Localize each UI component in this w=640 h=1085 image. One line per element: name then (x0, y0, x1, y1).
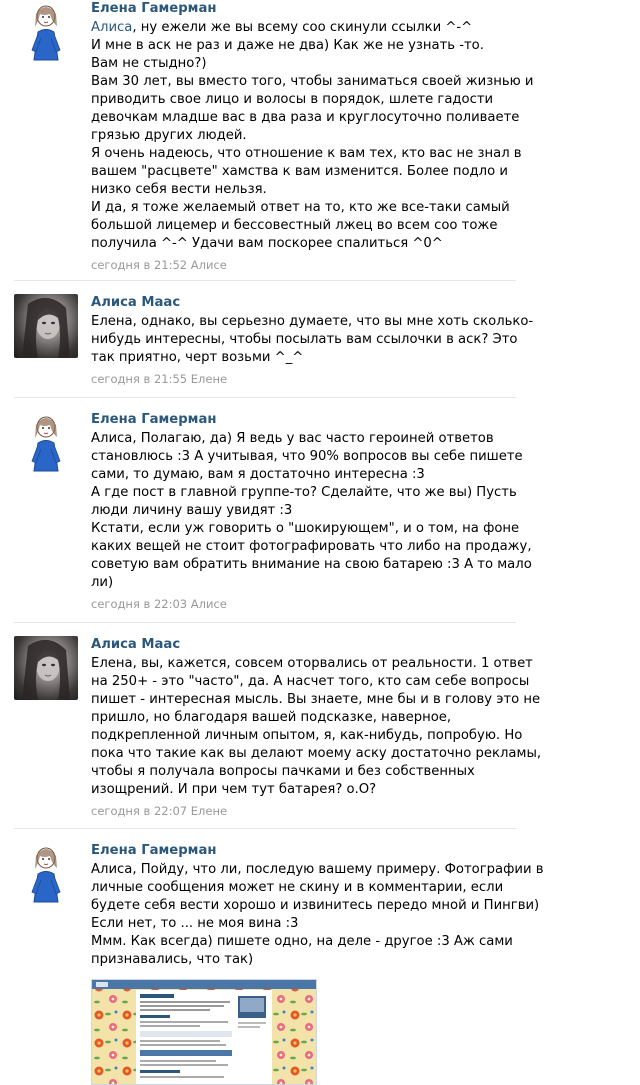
cartoon-girl-avatar[interactable] (14, 411, 78, 475)
comment-reply-to[interactable]: Елене (190, 372, 228, 386)
comment-author[interactable]: Елена Гамерман (91, 1, 217, 16)
comment-time-link[interactable]: сегодня в 22:07 (91, 804, 188, 818)
comment-author[interactable]: Елена Гамерман (91, 412, 217, 427)
comment-meta (91, 804, 516, 818)
comment-text: Елена, вы, кажется, совсем оторвались от реальности. 1 ответ на 250+ - это "часто", да. А насчет того, кто сам себе вопросы пишет - интересная мысль. Вы знаете, мне бы и в голову это не пришло, но благодаря вашей подсказке, наверное, подкрепленной личным опытом, я, как-нибудь, попробую. Но пока что такие как вы делают моему аску достаточно рекламы, чтобы я получала вопросы пачками и без собственных изощрений. И при чем тут батарея? о.О? (91, 656, 542, 797)
cartoon-girl-avatar[interactable] (14, 0, 78, 64)
comment-divider (14, 622, 516, 623)
comment-divider (14, 280, 516, 281)
comment-divider (14, 828, 516, 829)
comment-time-link[interactable]: сегодня в 21:52 (91, 258, 188, 272)
comment-reply-to[interactable]: Алисе (190, 258, 227, 272)
comment-text: Елена, однако, вы серьезно думаете, что вы мне хоть сколько- нибудь интересны, чтобы посылать вам ссылочки в аск? Это так приятно, черт возьми ^_^ (91, 314, 534, 365)
photo-avatar[interactable] (14, 294, 78, 358)
comment-body (91, 294, 534, 386)
comment-text: Алиса, ну ежели же вы всему соо скинули ссылки ^-^ И мне в аск не раз и даже не два) Как же не узнать -то. Вам не стыдно?) Вам 30 лет, вы вместо того, чтобы заниматься своей жизнью и приводить свое лицо и волосы в порядок, шлете гадости девочкам младше вас в два раза и круглосуточно поливаете грязью других людей. Я очень надеюсь, что отношение к вам тех, кто вас не знал в вашем "расцвете" хамства к вам изменится. Более подло и низко себя вести нельзя. И да, я тоже желаемый ответ на то, кто же все-таки самый большой лицемер и бессовестный лжец во всем соо тоже получила ^-^ Удачи вам поскорее спалиться ^0^ (91, 20, 534, 251)
comment-text: Алиса, Полагаю, да) Я ведь у вас часто героиней ответов становлюсь :3 А учитывая, что 90% вопросов вы себе пишете сами, то думаю, вам я достаточно интересна :3 А где пост в главной группе-то? Сделайте, что же вы) Пусть люди личину вашу увидят :3 Кстати, если уж говорить о "шокирующем", и о том, на фоне каких вещей не стоит фотографировать что либо на продажу, советую вам обратить внимание на свою батарею :3 А то мало ли) (91, 431, 532, 590)
attached-screenshot-thumbnail[interactable] (91, 979, 317, 1085)
comment-text: Алиса, Пойду, что ли, последую вашему примеру. Фотографии в личные сообщения может не скину и в комментарии, если будете себя вести хорошо и извинитесь передо мной и Пингви) Если нет, то ... не моя вина :3 Ммм. Как всегда) пишете одно, на деле - другое :3 Аж сами признавались, что так) (91, 862, 544, 967)
comment-divider (14, 397, 516, 398)
comment-reply-to[interactable]: Алисе (190, 597, 227, 611)
comment-meta (91, 372, 516, 386)
photo-avatar[interactable] (14, 636, 78, 700)
comment-meta (91, 258, 516, 272)
comment-time-link[interactable]: сегодня в 21:55 (91, 372, 188, 386)
reply-mention[interactable]: Алиса (91, 20, 133, 35)
comment-body (91, 411, 532, 611)
comment-author[interactable]: Алиса Маас (91, 295, 181, 310)
comment-author[interactable]: Алиса Маас (91, 637, 181, 652)
comment-meta (91, 597, 516, 611)
cartoon-girl-avatar[interactable] (14, 842, 78, 906)
comment-author[interactable]: Елена Гамерман (91, 843, 217, 858)
comment-reply-to[interactable]: Елене (190, 804, 228, 818)
comment-body (91, 842, 544, 969)
comment-time-link[interactable]: сегодня в 22:03 (91, 597, 188, 611)
comment-body (91, 0, 534, 272)
comment-body (91, 636, 542, 818)
